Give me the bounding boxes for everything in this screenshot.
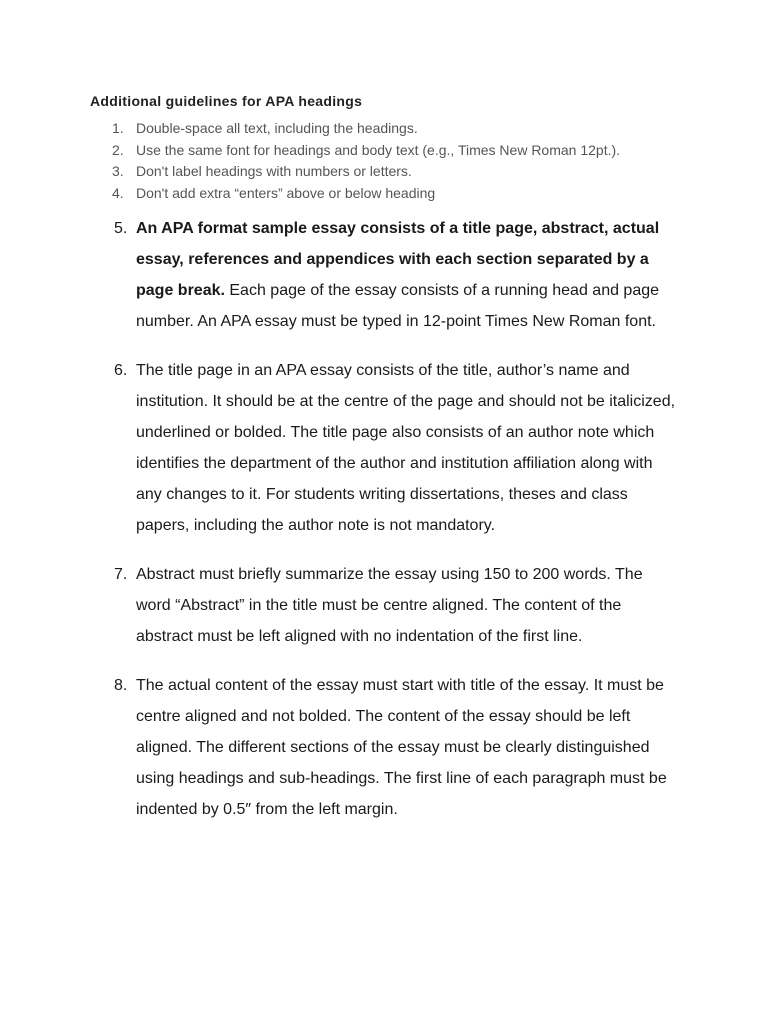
section-heading: Additional guidelines for APA headings	[90, 93, 363, 109]
paragraph-text: The title page in an APA essay consists of the title, author’s name and institution. It should be at the centre of the page and should not be italicized, underlined or bolded. The title page also consists of an author note which identifies the department of the author and institution affiliation along with any changes to it. For students writing dissertations, theses and class papers, including the author note is not mandatory.	[136, 362, 676, 534]
paragraph-body	[136, 355, 676, 541]
paragraph-body	[136, 559, 676, 652]
list-item-number: 3.	[112, 163, 124, 179]
list-item-number: 4.	[112, 184, 124, 201]
list-item-number: 1.	[112, 120, 124, 136]
paragraph-text: The actual content of the essay must start with title of the essay. It must be centre aligned and not bolded. The content of the essay should be left aligned. The different sections of the essay must be clearly distinguished using headings and sub-headings. The first line of each paragraph must be indented by 0.5″ from the left margin.	[136, 677, 667, 818]
paragraph-item	[0, 670, 676, 825]
list-item-number: 2.	[112, 141, 124, 158]
paragraph-number: 6.	[114, 362, 128, 379]
paragraph-text: Each page of the essay consists of a running head and page number. An APA essay must be typed in 12-point Times New Roman font.	[136, 282, 660, 330]
paragraph-number: 8.	[114, 677, 128, 694]
paragraph-item	[0, 559, 676, 652]
paragraph-item	[0, 355, 676, 541]
paragraph-item	[0, 213, 676, 337]
paragraph-number: 5.	[114, 220, 128, 237]
paragraph-body	[136, 213, 676, 337]
list-item-text: Use the same font for headings and body text (e.g., Times New Roman 12pt.).	[136, 141, 621, 158]
paragraph-text: Abstract must briefly summarize the essay using 150 to 200 words. The word “Abstract” in the title must be centre aligned. The content of the abstract must be left aligned with no indentation of the first line.	[136, 566, 643, 645]
paragraph-number: 7.	[114, 566, 128, 583]
paragraph-bold-text: An APA format sample essay consists of a title page, abstract, actual essay, references and appendices with each section separated by a page break.	[136, 220, 660, 299]
list-item-text: Double-space all text, including the headings.	[136, 120, 418, 136]
paragraph-body	[136, 670, 676, 825]
list-item-text: Don't label headings with numbers or letters.	[136, 163, 412, 179]
essay-points-list	[0, 213, 676, 843]
list-item-text: Don't add extra “enters” above or below heading	[136, 184, 436, 201]
